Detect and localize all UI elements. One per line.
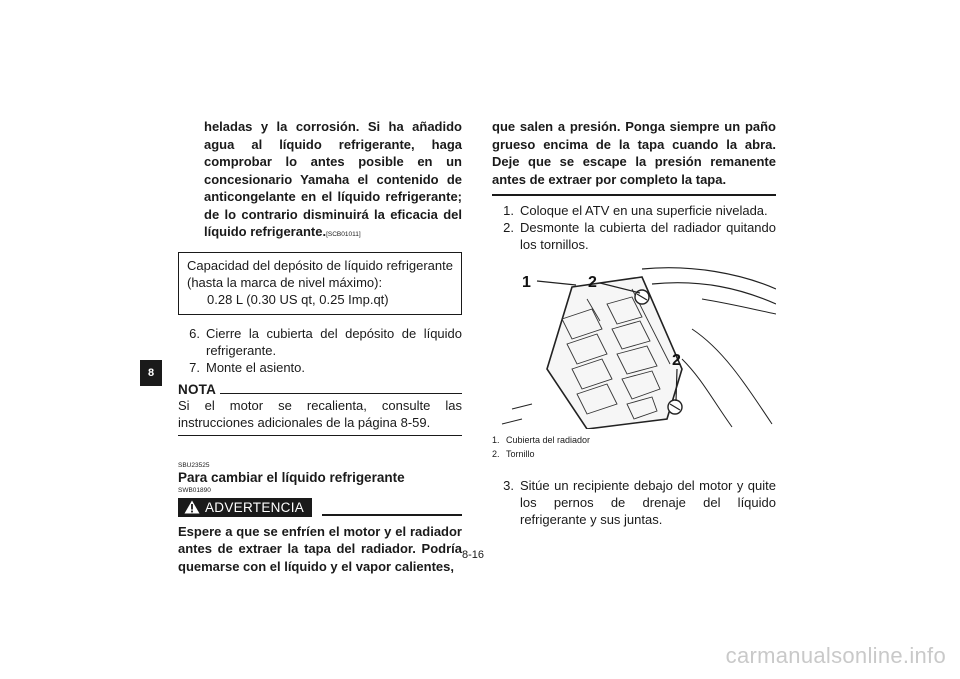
step-7-num: 7.: [189, 359, 200, 375]
step-7: [178, 359, 462, 376]
caption-2: [492, 447, 776, 461]
step-7-text: Monte el asiento.: [206, 359, 306, 375]
warning-code-2: SWB01890: [178, 486, 211, 494]
warning-label: ADVERTENCIA: [205, 499, 305, 515]
warning-end-rule: [492, 194, 776, 196]
caption-2-text: Tornillo: [506, 449, 535, 459]
warning-badge: [178, 498, 312, 517]
page-number: 8-16: [462, 549, 485, 561]
step-3-num: 3.: [503, 478, 514, 493]
capacity-box: [178, 252, 462, 315]
step-3-text: Sitúe un recipiente debajo del motor y quite los pernos de drenaje del líquido refrigerante y sus juntas.: [520, 478, 776, 527]
nota-text: Si el motor se recalienta, consulte las instrucciones adicionales de la página 8-59.: [178, 397, 462, 430]
warning-rule: [322, 514, 462, 516]
warning-continuation-right: que salen a presión. Ponga siempre un paño grueso encima de la tapa cuando la abra. Deje que se escape la presión remanente antes de extraer por completo la tapa.: [492, 119, 776, 187]
figure-label-2a: 2: [588, 274, 597, 291]
nota-title: NOTA: [178, 381, 217, 397]
left-column: [178, 118, 462, 575]
step-6: [178, 325, 462, 359]
warning-continuation-text: heladas y la corrosión. Si ha añadido agua al líquido refrigerante, haga comprobar lo antes posible en un concesionario Yamaha el contenido de anticongelante en el líquido refrigerante; de lo contrario disminuirá la eficacia del líquido refrigerante.: [204, 119, 462, 239]
caption-1-num: 1.: [492, 435, 500, 445]
step-6-text: Cierre la cubierta del depósito de líquido refrigerante.: [206, 325, 462, 358]
step-2-num: 2.: [503, 220, 514, 235]
capacity-line-1: Capacidad del depósito de líquido refrigerante: [187, 257, 453, 273]
caption-1: [492, 433, 776, 447]
capacity-line-3: 0.28 L (0.30 US qt, 0.25 Imp.qt): [207, 291, 389, 307]
section-code: SBU23525: [178, 461, 210, 469]
nota-heading: [178, 382, 462, 397]
section-tab: 8: [140, 360, 162, 386]
caption-1-text: Cubierta del radiador: [506, 435, 591, 445]
warning-code: [SCB01011]: [326, 231, 361, 238]
step-3: [492, 477, 776, 528]
warning-triangle-icon: [184, 500, 200, 514]
step-1-text: Coloque el ATV en una superficie nivelada.: [520, 203, 768, 218]
figure-label-1: 1: [522, 274, 531, 291]
warning-header: [178, 498, 462, 517]
radiador-figure: [492, 259, 776, 429]
nota-rule: [220, 393, 462, 394]
radiator-cover-illustration: [492, 259, 776, 429]
nota-end-rule: [178, 435, 462, 436]
step-6-num: 6.: [189, 325, 200, 341]
step-1-num: 1.: [503, 203, 514, 218]
caption-2-num: 2.: [492, 449, 500, 459]
step-2-text: Desmonte la cubierta del radiador quitando los tornillos.: [520, 220, 776, 252]
step-2: [492, 219, 776, 253]
warning-continuation: [178, 118, 462, 244]
figure-captions: [492, 433, 776, 461]
section-title: Para cambiar el líquido refrigerante: [178, 469, 405, 485]
right-column: [492, 118, 776, 528]
steps-right: [492, 202, 776, 253]
figure-label-2b: 2: [672, 352, 681, 369]
watermark: carmanualsonline.info: [725, 643, 946, 668]
warning-text: Espere a que se enfríen el motor y el radiador antes de extraer la tapa del radiador. Podría quemarse con el líquido y el vapor calientes,: [178, 523, 462, 574]
steps-left: [178, 325, 462, 376]
step-1: [492, 202, 776, 219]
capacity-line-2: (hasta la marca de nivel máximo):: [187, 274, 383, 290]
